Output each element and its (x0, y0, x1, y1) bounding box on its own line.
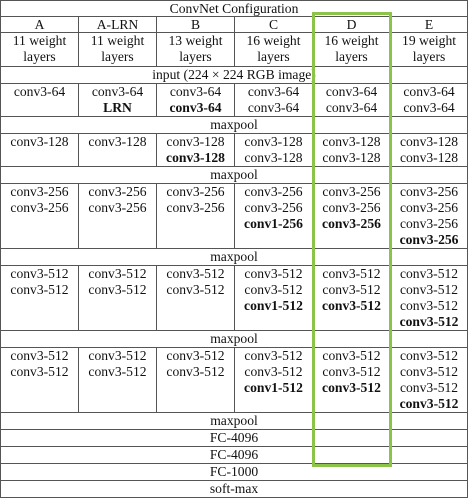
layer-entry: conv3-128 (322, 134, 381, 149)
layer-entry: conv3-256 (166, 200, 225, 215)
layer-entry: conv3-128 (166, 134, 225, 149)
layer-entry: conv3-256 (322, 200, 381, 215)
column-layers-row (1, 33, 468, 67)
layer-cell-c (235, 184, 313, 249)
layer-entry: conv3-512 (244, 364, 303, 379)
layer-entry: conv3-512 (322, 298, 381, 313)
layer-entry: conv3-256 (10, 184, 69, 199)
maxpool-label: maxpool (1, 117, 468, 134)
tail-row (1, 481, 468, 498)
column-layers-d (313, 33, 391, 67)
layer-entry: conv3-512 (322, 364, 381, 379)
column-name-a-lrn: A-LRN (79, 17, 157, 33)
tail-layer-label: FC-1000 (1, 464, 468, 481)
layer-cell-e (391, 184, 468, 249)
layer-entry: conv3-128 (10, 134, 69, 149)
layer-cell-a (1, 134, 79, 167)
column-name-a: A (1, 17, 79, 33)
tail-layer-label: soft-max (1, 481, 468, 498)
maxpool-label: maxpool (1, 167, 468, 184)
layer-cell-a-lrn (79, 84, 157, 117)
column-layers-b (157, 33, 235, 67)
layer-cell-d (313, 266, 391, 331)
layer-entry: conv3-512 (10, 282, 69, 297)
layers-line: layers (412, 49, 446, 64)
layer-entry: conv3-512 (399, 282, 459, 297)
layers-line: layers (335, 49, 368, 64)
pool-row (1, 331, 468, 348)
layer-entry: conv3-128 (88, 134, 147, 149)
layers-line: layers (101, 49, 134, 64)
layer-entry: conv3-512 (88, 348, 147, 363)
layer-cell-a-lrn (79, 134, 157, 167)
column-name-e: E (391, 17, 468, 33)
layer-entry: conv3-128 (244, 150, 303, 165)
layer-entry: conv3-512 (244, 348, 303, 363)
layer-entry: conv1-512 (244, 380, 303, 395)
layer-cell-a (1, 348, 79, 413)
layer-entry: conv3-128 (166, 150, 225, 165)
layers-line: 16 weight (246, 33, 301, 48)
maxpool-label: maxpool (1, 331, 468, 348)
layers-line: 16 weight (324, 33, 379, 48)
layer-cell-c (235, 266, 313, 331)
pool-row (1, 117, 468, 134)
layer-cell-d (313, 84, 391, 117)
layer-entry: conv1-512 (244, 298, 303, 313)
layer-entry: conv3-64 (247, 84, 300, 99)
pool-row (1, 413, 468, 430)
layer-entry: conv3-512 (399, 314, 459, 329)
maxpool-label: maxpool (1, 413, 468, 430)
layer-entry: conv3-256 (399, 200, 459, 215)
layer-entry: LRN (103, 100, 132, 115)
layer-cell-d (313, 184, 391, 249)
layer-entry: conv3-512 (10, 364, 69, 379)
layer-entry: conv3-256 (322, 216, 381, 231)
layer-cell-a-lrn (79, 184, 157, 249)
layer-entry: conv3-512 (399, 298, 459, 313)
table-title: ConvNet Configuration (1, 1, 468, 17)
layer-cell-d (313, 348, 391, 413)
column-name-row (1, 17, 468, 33)
layer-entry: conv3-512 (88, 364, 147, 379)
layer-entry: conv3-256 (10, 200, 69, 215)
layers-line: layers (257, 49, 290, 64)
layer-cell-a-lrn (79, 266, 157, 331)
layer-group-row (1, 184, 468, 249)
pool-row (1, 249, 468, 266)
layer-cell-c (235, 84, 313, 117)
layer-cell-b (157, 134, 235, 167)
layer-entry: conv3-512 (399, 364, 459, 379)
layer-entry: conv3-512 (322, 348, 381, 363)
layer-entry: conv3-64 (169, 100, 222, 115)
layer-entry: conv3-256 (244, 200, 303, 215)
layer-entry: conv3-64 (91, 84, 144, 99)
layer-group-row (1, 348, 468, 413)
layer-group-row (1, 134, 468, 167)
layer-entry: conv3-64 (247, 100, 300, 115)
column-layers-e (391, 33, 468, 67)
layer-entry: conv3-512 (88, 282, 147, 297)
layer-entry: conv3-64 (403, 84, 455, 99)
layers-line: 13 weight (168, 33, 223, 48)
layer-entry: conv3-512 (322, 266, 381, 281)
layers-line: 19 weight (402, 33, 457, 48)
column-name-c: C (235, 17, 313, 33)
layer-entry: conv3-256 (399, 232, 459, 247)
column-name-b: B (157, 17, 235, 33)
layer-entry: conv3-512 (399, 380, 459, 395)
layer-cell-b (157, 348, 235, 413)
layer-entry: conv3-256 (322, 184, 381, 199)
column-layers-c (235, 33, 313, 67)
layer-entry: conv3-512 (166, 348, 225, 363)
tail-row (1, 464, 468, 481)
layer-entry: conv3-512 (244, 282, 303, 297)
layer-entry: conv3-64 (403, 100, 455, 115)
layer-cell-a (1, 84, 79, 117)
column-layers-a-lrn (79, 33, 157, 67)
layer-entry: conv3-512 (399, 266, 459, 281)
layer-entry: conv3-512 (322, 380, 381, 395)
layer-entry: conv3-128 (244, 134, 303, 149)
pool-row (1, 167, 468, 184)
layer-entry: conv3-256 (166, 184, 225, 199)
layer-entry: conv3-128 (322, 150, 381, 165)
layer-entry: conv3-128 (399, 134, 459, 149)
tail-row (1, 430, 468, 447)
layer-entry: conv3-256 (399, 216, 459, 231)
layer-entry: conv3-512 (166, 282, 225, 297)
maxpool-label: maxpool (1, 249, 468, 266)
layer-cell-c (235, 134, 313, 167)
layer-entry: conv3-512 (166, 266, 225, 281)
layers-line: layers (23, 49, 56, 64)
layer-cell-e (391, 348, 468, 413)
input-spec: input (224 × 224 RGB image) (1, 67, 468, 84)
layer-cell-c (235, 348, 313, 413)
layer-cell-a (1, 266, 79, 331)
layer-entry: conv3-64 (325, 100, 378, 115)
layer-cell-e (391, 134, 468, 167)
layer-group-row (1, 266, 468, 331)
layer-entry: conv3-512 (322, 282, 381, 297)
layer-entry: conv3-256 (244, 184, 303, 199)
layer-group-row (1, 84, 468, 117)
layer-entry: conv3-64 (13, 84, 66, 99)
layer-entry: conv3-512 (399, 348, 459, 363)
column-layers-a (1, 33, 79, 67)
layer-cell-b (157, 266, 235, 331)
layer-entry: conv3-512 (88, 266, 147, 281)
title-row (1, 1, 468, 17)
layer-entry: conv1-256 (244, 216, 303, 231)
layer-entry: conv3-64 (325, 84, 378, 99)
layer-cell-b (157, 184, 235, 249)
layers-line: layers (179, 49, 212, 64)
layer-entry: conv3-256 (88, 184, 147, 199)
layer-cell-a (1, 184, 79, 249)
layer-cell-a-lrn (79, 348, 157, 413)
layers-line: 11 weight (12, 33, 67, 48)
layer-entry: conv3-64 (169, 84, 222, 99)
layer-entry: conv3-512 (166, 364, 225, 379)
input-row (1, 67, 468, 84)
tail-row (1, 447, 468, 464)
layer-entry: conv3-256 (88, 200, 147, 215)
layer-entry: conv3-512 (399, 396, 459, 411)
layer-entry: conv3-256 (399, 184, 459, 199)
layers-line: 11 weight (90, 33, 145, 48)
layer-entry: conv3-128 (399, 150, 459, 165)
layer-cell-e (391, 84, 468, 117)
column-name-d: D (313, 17, 391, 33)
layer-cell-e (391, 266, 468, 331)
table-body (1, 1, 468, 498)
tail-layer-label: FC-4096 (1, 447, 468, 464)
layer-cell-d (313, 134, 391, 167)
layer-cell-b (157, 84, 235, 117)
layer-entry: conv3-512 (10, 266, 69, 281)
layer-entry: conv3-512 (10, 348, 69, 363)
tail-layer-label: FC-4096 (1, 430, 468, 447)
layer-entry: conv3-512 (244, 266, 303, 281)
